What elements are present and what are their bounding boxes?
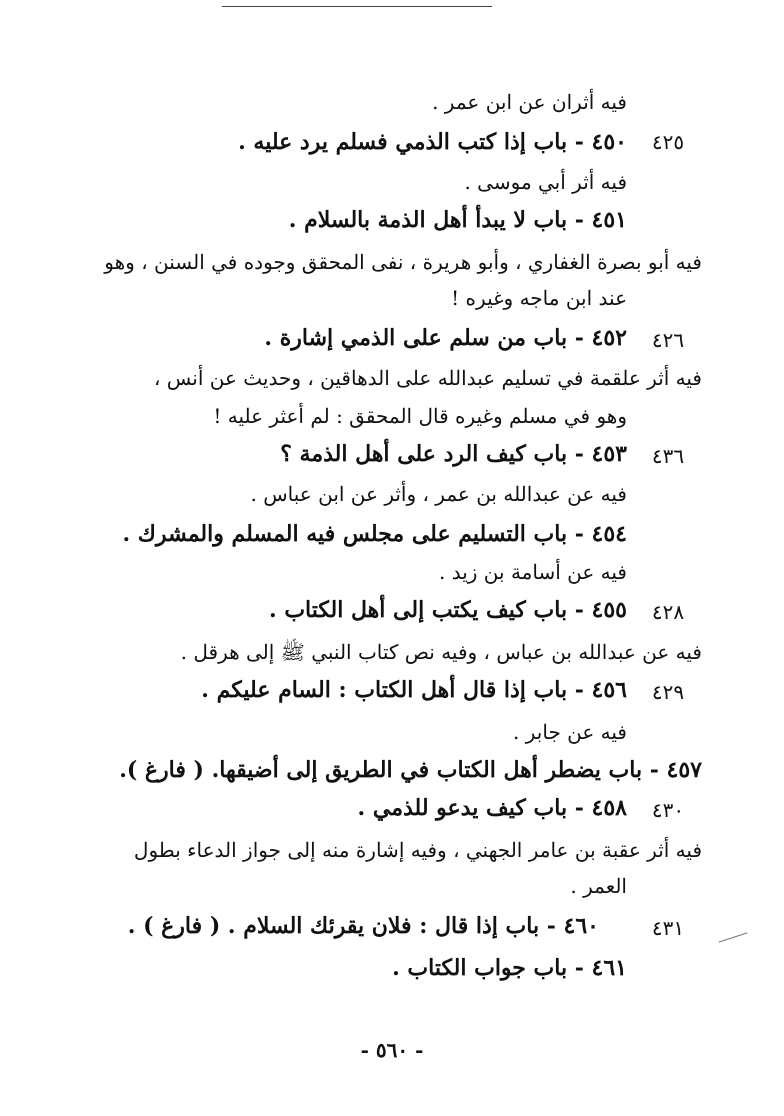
text-line: فيه أثر علقمة في تسليم عبدالله على الدهاقين ، وحديث عن أنس ، <box>153 366 702 390</box>
section-heading: ٤٥١ - باب لا يبدأ أهل الذمة بالسلام . <box>288 207 627 233</box>
margin-number: ٤٢٩ <box>651 680 685 704</box>
section-heading: ٤٥٠ - باب إذا كتب الذمي فسلم يرد عليه . <box>238 129 627 155</box>
section-heading: ٤٥٤ - باب التسليم على مجلس فيه المسلم والمشرك . <box>122 521 627 547</box>
section-heading: ٤٥٧ - باب يضطر أهل الكتاب في الطريق إلى أضيقها. ( فارغ ). <box>119 757 702 783</box>
margin-number: ٤٣٦ <box>651 444 685 468</box>
top-rule <box>222 6 492 7</box>
text-line: فيه أثران عن ابن عمر . <box>432 90 627 114</box>
section-heading: ٤٥٦ - باب إذا قال أهل الكتاب : السام عليكم . <box>201 677 627 703</box>
margin-number: ٤٢٨ <box>651 600 685 624</box>
text-line: فيه عن عبدالله بن عباس ، وفيه نص كتاب النبي ﷺ إلى هرقل . <box>180 640 702 664</box>
text-line: فيه أثر أبي موسى . <box>464 170 627 194</box>
section-heading: ٤٥٥ - باب كيف يكتب إلى أهل الكتاب . <box>269 597 627 623</box>
text-line: فيه عن عبدالله بن عمر ، وأثر عن ابن عباس . <box>250 482 627 506</box>
section-heading: ٤٥٣ - باب كيف الرد على أهل الذمة ؟ <box>280 441 627 467</box>
section-heading: ٤٦٠ - باب إذا قال : فلان يقرئك السلام . ( فارغ ) . <box>127 913 599 939</box>
text-line: فيه عن أسامة بن زيد . <box>439 560 627 584</box>
text-line: فيه أبو بصرة الغفاري ، وأبو هريرة ، نفى المحقق وجوده في السنن ، وهو <box>104 250 702 274</box>
margin-number: ٤٢٥ <box>651 130 685 154</box>
text-line: فيه عن جابر . <box>513 720 627 744</box>
text-line: فيه أثر عقبة بن عامر الجهني ، وفيه إشارة منه إلى جواز الدعاء بطول <box>133 838 702 862</box>
margin-number: ٤٣٠ <box>651 798 685 822</box>
text-line: عند ابن ماجه وغيره ! <box>451 286 627 310</box>
section-heading: ٤٥٢ - باب من سلم على الذمي إشارة . <box>264 325 627 351</box>
text-line: العمر . <box>570 874 627 898</box>
text-line: وهو في مسلم وغيره قال المحقق : لم أعثر عليه ! <box>213 404 627 428</box>
scan-mark <box>719 932 748 942</box>
section-heading: ٤٥٨ - باب كيف يدعو للذمي . <box>357 795 627 821</box>
section-heading: ٤٦١ - باب جواب الكتاب . <box>392 955 627 981</box>
margin-number: ٤٣١ <box>651 916 685 940</box>
margin-number: ٤٢٦ <box>651 328 685 352</box>
page-number: - ٥٦٠ - <box>360 1038 424 1062</box>
